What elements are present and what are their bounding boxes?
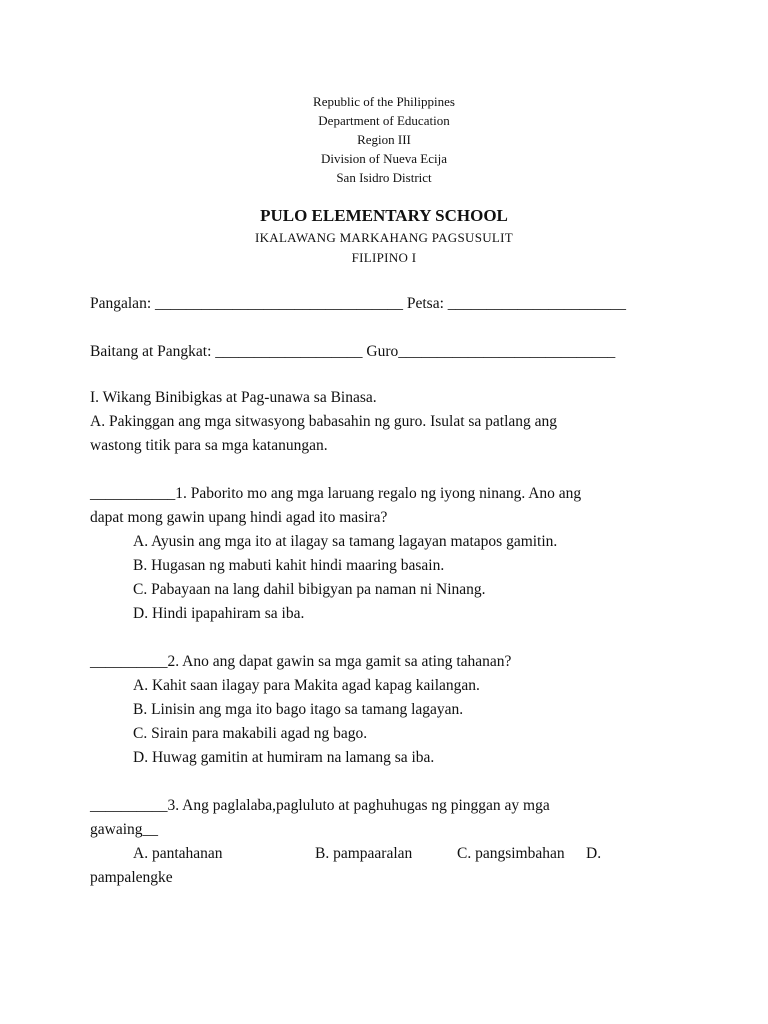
- letterhead-line-division: Division of Nueva Ecija: [321, 151, 447, 166]
- question-1-option-b: B. Hugasan ng mabuti kahit hindi maaring basain.: [133, 557, 445, 574]
- question-2-option-d: D. Huwag gamitin at humiram na lamang sa iba.: [133, 749, 435, 766]
- question-3-option-b: B. pampaaralan: [315, 845, 413, 862]
- section-instruction-line-1: A. Pakinggan ang mga sitwasyong babasahin ng guro. Isulat sa patlang ang: [90, 413, 558, 430]
- question-2-option-c: C. Sirain para makabili agad ng bago.: [133, 725, 368, 742]
- name-date-fields[interactable]: Pangalan: ________________________________ Petsa: _______________________: [90, 295, 627, 312]
- letterhead-line-department: Department of Education: [318, 113, 450, 128]
- question-1-cont: dapat mong gawin upang hindi agad ito masira?: [90, 509, 388, 526]
- subject-title: FILIPINO I: [351, 250, 417, 265]
- question-3-option-d-cont: pampalengke: [90, 869, 173, 886]
- letterhead: [0, 92, 768, 187]
- letterhead-line-republic: Republic of the Philippines: [313, 94, 455, 109]
- question-1[interactable]: ___________1. Paborito mo ang mga laruang regalo ng iyong ninang. Ano ang: [90, 485, 582, 502]
- question-1-option-d: D. Hindi ipapahiram sa iba.: [133, 605, 305, 622]
- grade-teacher-fields[interactable]: Baitang at Pangkat: ___________________ Guro____________________________: [90, 343, 616, 360]
- question-3-option-c: C. pangsimbahan: [457, 845, 565, 862]
- section-title: I. Wikang Binibigkas at Pag-unawa sa Binasa.: [90, 389, 377, 406]
- question-3-option-a: A. pantahanan: [133, 845, 223, 862]
- question-2-option-b: B. Linisin ang mga ito bago itago sa tamang lagayan.: [133, 701, 464, 718]
- school-name: PULO ELEMENTARY SCHOOL: [260, 206, 508, 225]
- question-2-option-a: A. Kahit saan ilagay para Makita agad kapag kailangan.: [133, 677, 480, 694]
- letterhead-line-region: Region III: [357, 132, 411, 147]
- question-3-cont: gawaing__: [90, 821, 159, 838]
- question-2[interactable]: __________2. Ano ang dapat gawin sa mga gamit sa ating tahanan?: [90, 653, 512, 670]
- question-3-option-d: D.: [586, 845, 602, 862]
- section-instruction-line-2: wastong titik para sa mga katanungan.: [90, 437, 328, 454]
- question-1-option-c: C. Pabayaan na lang dahil bibigyan pa naman ni Ninang.: [133, 581, 486, 598]
- question-3[interactable]: __________3. Ang paglalaba,pagluluto at paghuhugas ng pinggan ay mga: [90, 797, 550, 814]
- question-1-option-a: A. Ayusin ang mga ito at ilagay sa tamang lagayan matapos gamitin.: [133, 533, 558, 550]
- letterhead-line-district: San Isidro District: [336, 170, 432, 185]
- exam-title: IKALAWANG MARKAHANG PAGSUSULIT: [254, 230, 514, 245]
